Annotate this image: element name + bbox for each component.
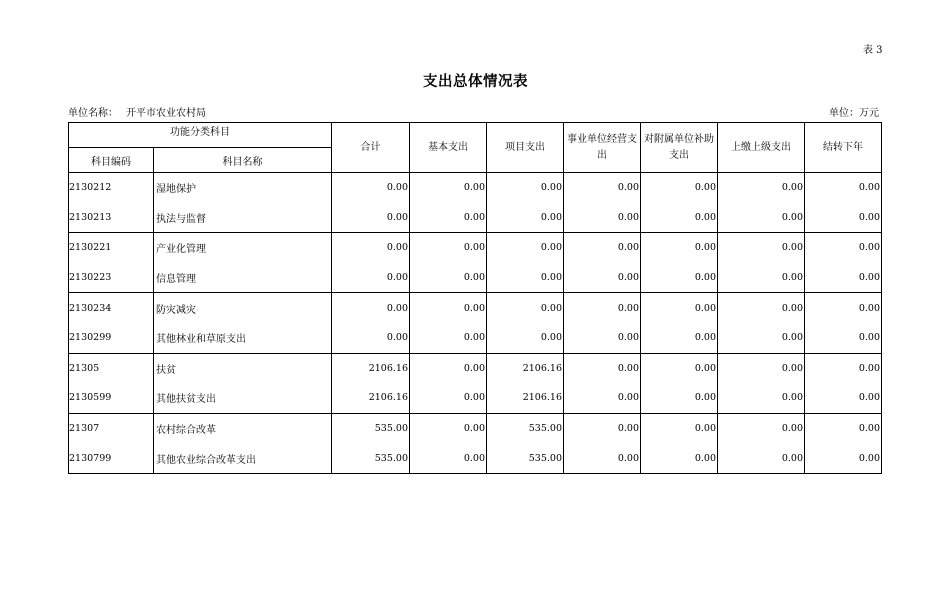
header-subsidy xyxy=(641,123,718,173)
table-row xyxy=(69,233,882,263)
header-total: 合计 xyxy=(332,123,410,173)
cell-project: 0.00 xyxy=(487,173,564,203)
cell-biz: 0.00 xyxy=(564,323,641,353)
cell-upper: 0.00 xyxy=(718,173,805,203)
cell-code: 21305 xyxy=(69,353,154,383)
cell-project: 0.00 xyxy=(487,203,564,233)
cell-carry: 0.00 xyxy=(805,233,882,263)
cell-code: 2130234 xyxy=(69,293,154,323)
cell-basic: 0.00 xyxy=(410,203,487,233)
page-title: 支出总体情况表 xyxy=(423,74,528,90)
cell-project: 535.00 xyxy=(487,443,564,473)
unit-name-value: 开平市农业农村局 xyxy=(126,108,206,119)
cell-name: 湿地保护 xyxy=(154,173,332,203)
cell-biz: 0.00 xyxy=(564,293,641,323)
table-row xyxy=(69,413,882,443)
cell-biz: 0.00 xyxy=(564,383,641,413)
header-subsidy-line2: 支出 xyxy=(669,149,689,161)
table-row xyxy=(69,173,882,203)
cell-subsidy: 0.00 xyxy=(641,233,718,263)
cell-subsidy: 0.00 xyxy=(641,293,718,323)
header-subsidy-line1: 对附属单位补助 xyxy=(644,133,714,145)
cell-basic: 0.00 xyxy=(410,413,487,443)
expenditure-table xyxy=(68,122,882,474)
cell-total: 0.00 xyxy=(332,293,410,323)
cell-total: 535.00 xyxy=(332,413,410,443)
cell-name: 其他农业综合改革支出 xyxy=(154,443,332,473)
header-name: 科目名称 xyxy=(154,148,332,173)
cell-carry: 0.00 xyxy=(805,443,882,473)
table-number: 表 3 xyxy=(863,45,883,56)
unit-name-label: 单位名称： xyxy=(68,108,118,119)
cell-upper: 0.00 xyxy=(718,383,805,413)
table-row xyxy=(69,293,882,323)
cell-total: 2106.16 xyxy=(332,353,410,383)
cell-upper: 0.00 xyxy=(718,323,805,353)
cell-project: 0.00 xyxy=(487,263,564,293)
cell-code: 2130213 xyxy=(69,203,154,233)
cell-name: 信息管理 xyxy=(154,263,332,293)
cell-subsidy: 0.00 xyxy=(641,263,718,293)
header-project: 项目支出 xyxy=(487,123,564,173)
cell-upper: 0.00 xyxy=(718,233,805,263)
cell-basic: 0.00 xyxy=(410,233,487,263)
currency-unit: 单位：万元 xyxy=(829,108,879,119)
cell-basic: 0.00 xyxy=(410,293,487,323)
header-code: 科目编码 xyxy=(69,148,154,173)
cell-biz: 0.00 xyxy=(564,443,641,473)
table-row xyxy=(69,383,882,413)
cell-name: 农村综合改革 xyxy=(154,413,332,443)
cell-carry: 0.00 xyxy=(805,353,882,383)
table-row xyxy=(69,323,882,353)
cell-total: 0.00 xyxy=(332,263,410,293)
cell-project: 0.00 xyxy=(487,293,564,323)
header-basic: 基本支出 xyxy=(410,123,487,173)
cell-upper: 0.00 xyxy=(718,353,805,383)
header-func-category: 功能分类科目 xyxy=(69,123,332,148)
cell-total: 0.00 xyxy=(332,173,410,203)
table-row xyxy=(69,263,882,293)
cell-total: 0.00 xyxy=(332,323,410,353)
header-business xyxy=(564,123,641,173)
table-row xyxy=(69,443,882,473)
cell-basic: 0.00 xyxy=(410,263,487,293)
cell-biz: 0.00 xyxy=(564,353,641,383)
cell-name: 扶贫 xyxy=(154,353,332,383)
cell-total: 0.00 xyxy=(332,233,410,263)
cell-subsidy: 0.00 xyxy=(641,203,718,233)
cell-upper: 0.00 xyxy=(718,413,805,443)
table-row xyxy=(69,203,882,233)
cell-name: 防灾减灾 xyxy=(154,293,332,323)
cell-biz: 0.00 xyxy=(564,173,641,203)
cell-total: 0.00 xyxy=(332,203,410,233)
cell-upper: 0.00 xyxy=(718,293,805,323)
cell-subsidy: 0.00 xyxy=(641,443,718,473)
cell-basic: 0.00 xyxy=(410,353,487,383)
cell-subsidy: 0.00 xyxy=(641,323,718,353)
cell-upper: 0.00 xyxy=(718,263,805,293)
cell-code: 2130799 xyxy=(69,443,154,473)
cell-upper: 0.00 xyxy=(718,203,805,233)
cell-basic: 0.00 xyxy=(410,443,487,473)
cell-project: 535.00 xyxy=(487,413,564,443)
cell-project: 2106.16 xyxy=(487,353,564,383)
cell-project: 0.00 xyxy=(487,233,564,263)
cell-subsidy: 0.00 xyxy=(641,173,718,203)
cell-biz: 0.00 xyxy=(564,233,641,263)
cell-code: 2130599 xyxy=(69,383,154,413)
cell-biz: 0.00 xyxy=(564,263,641,293)
header-business-line2: 出 xyxy=(597,149,607,161)
cell-project: 2106.16 xyxy=(487,383,564,413)
unit-name xyxy=(68,104,206,119)
cell-basic: 0.00 xyxy=(410,173,487,203)
cell-biz: 0.00 xyxy=(564,413,641,443)
cell-code: 2130221 xyxy=(69,233,154,263)
cell-name: 产业化管理 xyxy=(154,233,332,263)
cell-carry: 0.00 xyxy=(805,203,882,233)
cell-carry: 0.00 xyxy=(805,293,882,323)
cell-project: 0.00 xyxy=(487,323,564,353)
cell-code: 2130223 xyxy=(69,263,154,293)
cell-biz: 0.00 xyxy=(564,203,641,233)
cell-carry: 0.00 xyxy=(805,263,882,293)
cell-carry: 0.00 xyxy=(805,383,882,413)
cell-subsidy: 0.00 xyxy=(641,383,718,413)
cell-code: 2130299 xyxy=(69,323,154,353)
header-business-line1: 事业单位经营支 xyxy=(567,133,637,145)
cell-name: 其他扶贫支出 xyxy=(154,383,332,413)
cell-total: 2106.16 xyxy=(332,383,410,413)
table-row xyxy=(69,353,882,383)
cell-name: 其他林业和草原支出 xyxy=(154,323,332,353)
cell-carry: 0.00 xyxy=(805,323,882,353)
cell-carry: 0.00 xyxy=(805,413,882,443)
header-upper: 上缴上级支出 xyxy=(718,123,805,173)
header-carry: 结转下年 xyxy=(805,123,882,173)
cell-subsidy: 0.00 xyxy=(641,413,718,443)
cell-code: 2130212 xyxy=(69,173,154,203)
cell-basic: 0.00 xyxy=(410,323,487,353)
cell-total: 535.00 xyxy=(332,443,410,473)
cell-upper: 0.00 xyxy=(718,443,805,473)
cell-basic: 0.00 xyxy=(410,383,487,413)
cell-carry: 0.00 xyxy=(805,173,882,203)
cell-code: 21307 xyxy=(69,413,154,443)
cell-subsidy: 0.00 xyxy=(641,353,718,383)
cell-name: 执法与监督 xyxy=(154,203,332,233)
